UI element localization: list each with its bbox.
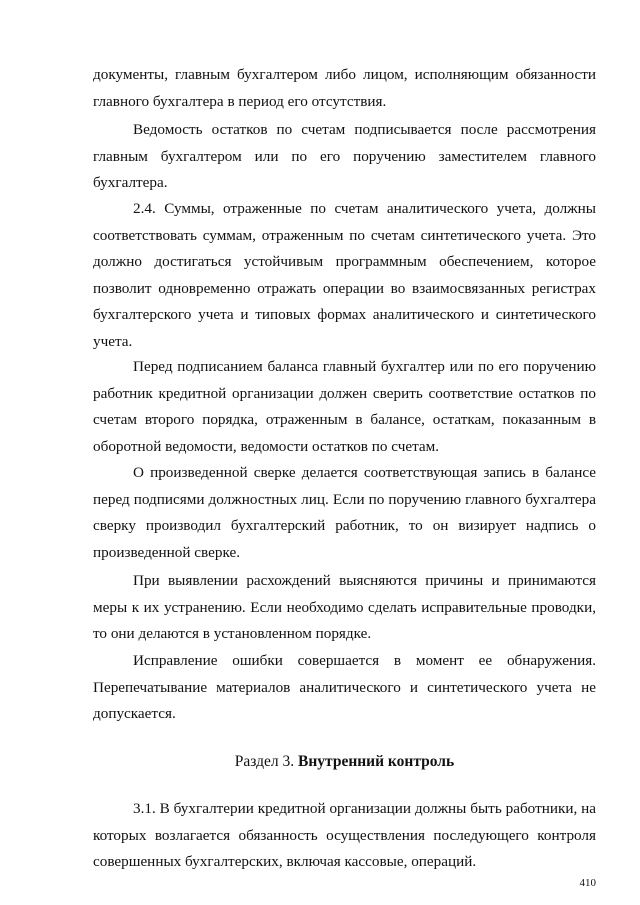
section-heading [93,749,596,775]
paragraph-balance-reconciliation: Перед подписанием баланса главный бухгалтер или по его поручению работник кредитной организации должен сверить соответствие остатков по счетам второго порядка, отраженным в балансе, остаткам, показанным в оборотной ведомости, ведомости остатков по счетам. [93,358,596,455]
paragraph-error-correction: Исправление ошибки совершается в момент ее обнаружения. Перепечатывание материалов аналитического и синтетического учета не допускается. [93,652,596,722]
section-title: Внутренний контроль [298,753,455,770]
paragraph-continuation: документы, главным бухгалтером либо лицом, исполняющим обязанности главного бухгалтера в период его отсутствия. [93,66,596,110]
paragraph-reconciliation-record: О произведенной сверке делается соответствующая запись в балансе перед подписями должностных лиц. Если по поручению главного бухгалтера сверку производил бухгалтерский работник, то он визирует надпись о произведенной сверке. [93,464,596,561]
section-number: Раздел 3. [234,753,298,770]
paragraph-balance-sheet-signing: Ведомость остатков по счетам подписывается после рассмотрения главным бухгалтером или по его поручению заместителем главного бухгалтера. [93,121,596,191]
page-number: 410 [579,877,596,889]
paragraph-2-4: 2.4. Суммы, отраженные по счетам аналитического учета, должны соответствовать суммам, отраженным по счетам синтетического учета. Это должно достигаться устойчивым программным обеспечением, которое позволит одновременно отражать операции во взаимосвязанных регистрах бухгалтерского учета и типовых формах аналитического и синтетического учета. [93,200,596,350]
paragraph-discrepancies: При выявлении расхождений выясняются причины и принимаются меры к их устранению. Если необходимо сделать исправительные проводки, то они делаются в установленном порядке. [93,572,596,642]
paragraph-3-1: 3.1. В бухгалтерии кредитной организации должны быть работники, на которых возлагается обязанность осуществления последующего контроля совершенных бухгалтерских, включая кассовые, операций. [93,800,596,870]
